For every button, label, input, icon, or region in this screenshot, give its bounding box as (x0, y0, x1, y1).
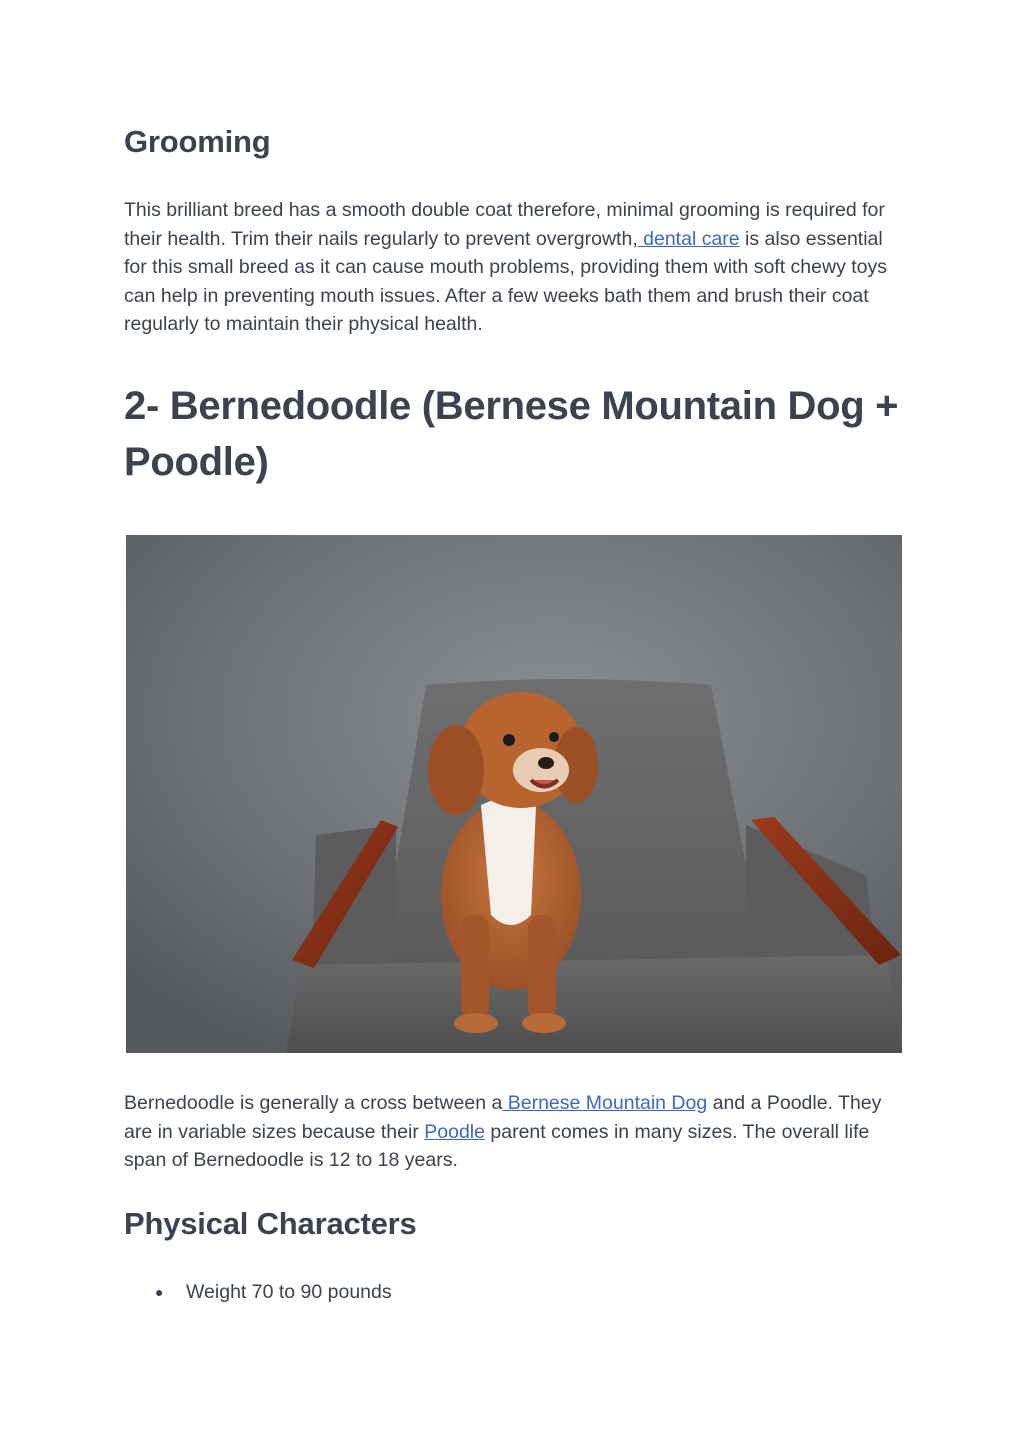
physical-list (124, 1278, 392, 1307)
grooming-paragraph (124, 196, 904, 339)
grooming-text-2: is also essential for this small breed as it can cause mouth problems, providing them with soft chewy toys can help in preventing mouth issues. After a few weeks bath them and brush their coat regularly to maintain their physical health. (124, 227, 888, 335)
physical-characters-heading: Physical Characters (124, 1206, 417, 1241)
bernedoodle-text-2: and a Poodle. They are in variable sizes because their (124, 1092, 882, 1143)
grooming-text-1: This brilliant breed has a smooth double coat therefore, minimal grooming is required for their health. Trim their nails regularly to prevent overgrowth, (124, 199, 885, 250)
bernedoodle-paragraph (124, 1089, 904, 1175)
bernedoodle-heading: 2- Bernedoodle (Bernese Mountain Dog + Poodle) (124, 384, 899, 484)
bernedoodle-text-1: Bernedoodle is generally a cross between a (124, 1092, 503, 1114)
bernese-mountain-dog-link[interactable]: Bernese Mountain Dog (502, 1092, 708, 1114)
bernedoodle-text-3: parent comes in many sizes. The overall life span of Bernedoodle is 12 to 18 years. (124, 1120, 870, 1171)
list-item (124, 1278, 392, 1307)
list-item-text: Weight 70 to 90 pounds (186, 1281, 392, 1303)
poodle-link[interactable]: Poodle (424, 1120, 485, 1143)
dog-on-armchair-photo (126, 535, 902, 1053)
bullet-icon: ● (155, 1284, 164, 1300)
dental-care-link[interactable]: dental care (637, 227, 740, 250)
grooming-heading: Grooming (124, 124, 271, 159)
